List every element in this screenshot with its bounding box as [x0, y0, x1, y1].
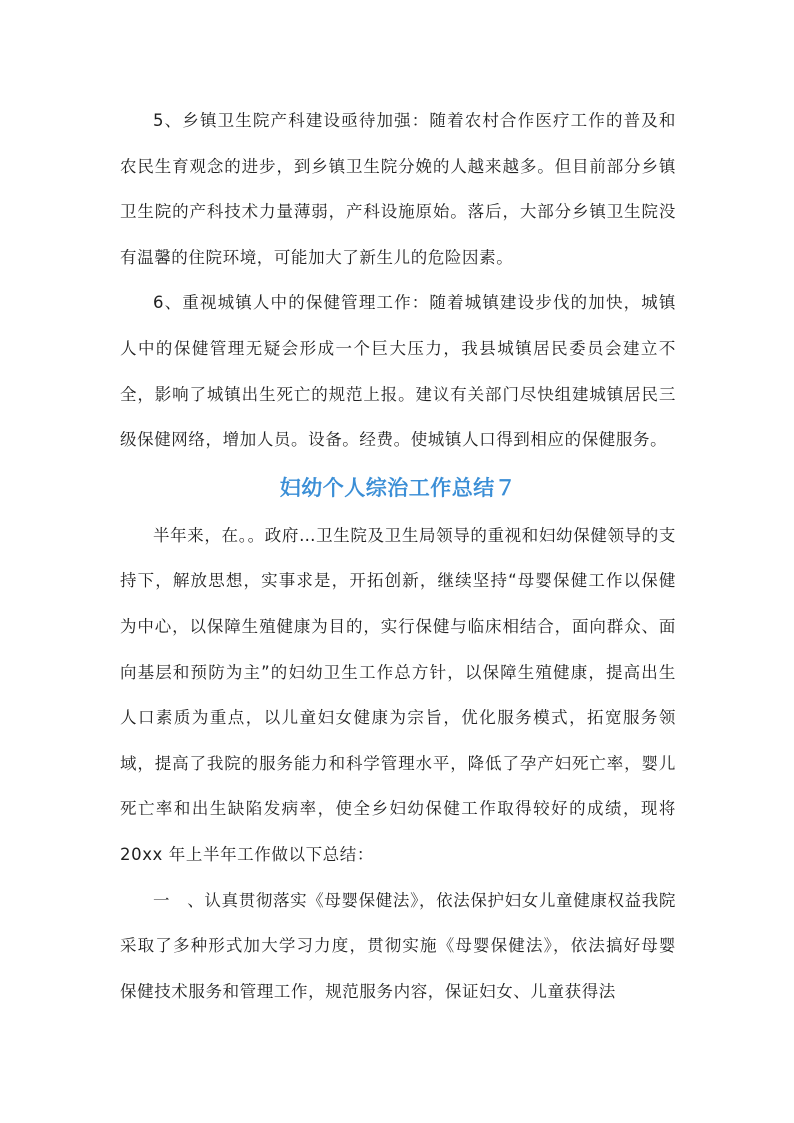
paragraph-intro: 半年来，在。。政府…卫生院及卫生局领导的重视和妇幼保健领导的支持下，解放思想，实事求是，开拓创新，继续坚持“母婴保健工作以保健为中心，以保障生殖健康为目的，实行保健与临床相结合，面向群众、面向基层和预防为主”的妇幼卫生工作总方针，以保障生殖健康，提高出生人口素质为重点，以儿童妇女健康为宗旨，优化服务模式，拓宽服务领域，提高了我院的服务能力和科学管理水平，降低了孕产妇死亡率，婴儿死亡率和出生缺陷发病率，使全乡妇幼保健工作取得较好的成绩，现将 20xx 年上半年工作做以下总结： [120, 525, 676, 864]
paragraph-item-5: 5、乡镇卫生院产科建设亟待加强：随着农村合作医疗工作的普及和农民生育观念的进步，到乡镇卫生院分娩的人越来越多。但目前部分乡镇卫生院的产科技术力量薄弱，产科设施原始。落后，大部分乡镇卫生院没有温馨的住院环境，可能加大了新生儿的危险因素。 [120, 111, 676, 267]
section-heading: 妇幼个人综治工作总结７ [279, 475, 517, 500]
paragraph-item-6: 6、重视城镇人中的保健管理工作：随着城镇建设步伐的加快，城镇人中的保健管理无疑会形成一个巨大压力，我县城镇居民委员会建立不全，影响了城镇出生死亡的规范上报。建议有关部门尽快组建城镇居民三级保健网络，增加人员。设备。经费。使城镇人口得到相应的保健服务。 [120, 293, 676, 450]
paragraph-section-one: 一 、认真贯彻落实《母婴保健法》，依法保护妇女儿童健康权益我院采取了多种形式加大学习力度，贯彻实施《母婴保健法》，依法搞好母婴保健技术服务和管理工作，规范服务内容，保证妇女、儿童获得法 [120, 890, 676, 1001]
document-page [120, 98, 676, 1014]
